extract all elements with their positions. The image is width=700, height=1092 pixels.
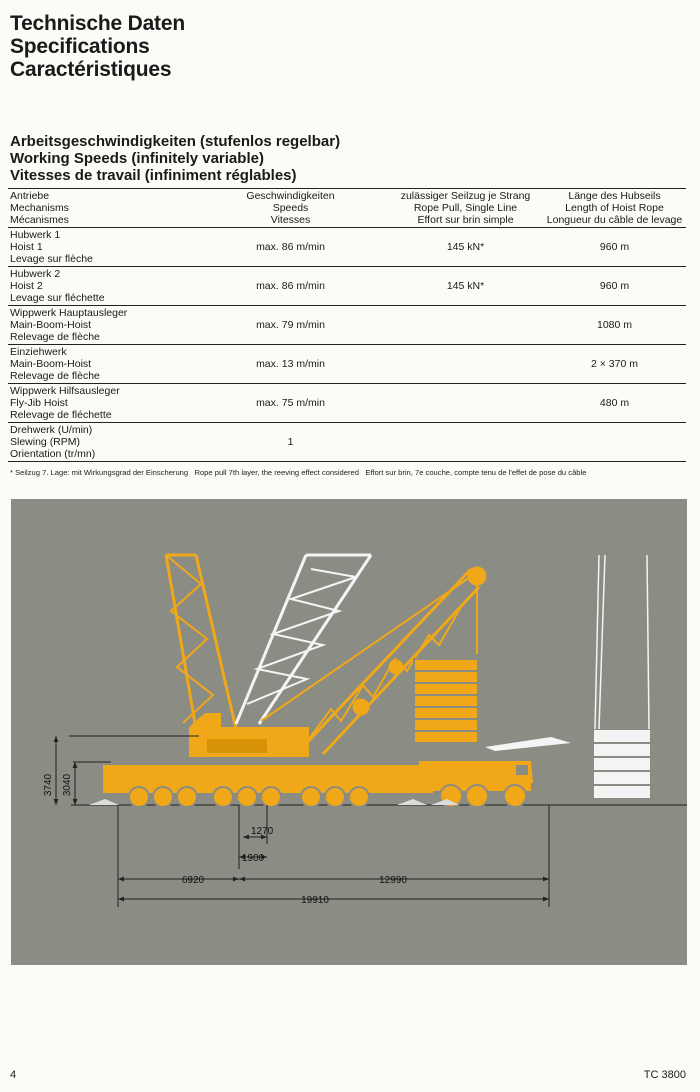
row-rope-pull: 145 kN* [446,280,485,292]
row-rope-pull [388,345,543,384]
counterweight [414,659,478,743]
superstructure [189,713,309,757]
row-rope-length: 2 × 370 m [591,358,638,370]
row-mechanism: Hubwerk 1 Hoist 1 Levage sur flèche [10,229,93,265]
row-rope-pull [388,423,543,462]
page-number: 4 [10,1069,17,1081]
main-boom [166,555,236,729]
crane-dimension-diagram [11,499,687,965]
row-rope-length: 960 m [599,280,630,292]
table-row [8,384,686,423]
dim-1270: 1270 [251,826,274,837]
row-speed: max. 13 m/min [256,358,325,370]
table-row [8,345,686,384]
horizontal-dimensions [118,805,549,907]
column-header-mechanisms: Antriebe Mechanisms Mécanismes [10,190,69,226]
row-mechanism: Wippwerk Hilfsausleger Fly-Jib Hoist Relevage de fléchette [10,385,120,421]
title-de: Technische Daten [10,12,185,35]
row-rope-length: 1080 m [596,319,633,331]
row-speed: max. 86 m/min [256,241,325,253]
row-speed: 1 [287,436,294,448]
row-rope-length: 480 m [599,397,630,409]
row-rope-pull: 145 kN* [446,241,485,253]
section-titles [10,133,340,184]
row-mechanism: Wippwerk Hauptausleger Main-Boom-Hoist Relevage de flèche [10,307,128,343]
row-mechanism: Hubwerk 2 Hoist 2 Levage sur fléchette [10,268,105,304]
row-speed: max. 86 m/min [256,280,325,292]
table-row [8,267,686,306]
footnote: * Seilzug 7. Lage: mit Wirkungsgrad der Einscherung Rope pull 7th layer, the reeving effect considered Effort sur brin, 7e couche, compte tenu de l'effet de pose du câble [10,468,587,477]
dim-height-body: 3040 [62,773,73,797]
model-name: TC 3800 [643,1069,686,1081]
row-rope-pull [388,306,543,345]
dim-19910: 19910 [301,895,329,906]
row-rope-length [543,423,686,462]
table-row [8,306,686,345]
dim-12990: 12990 [379,875,407,886]
jib-section-ground [485,737,571,751]
ballast-ropes [595,555,649,729]
section-title-fr: Vitesses de travail (infiniment réglables) [10,167,297,184]
row-rope-length: 960 m [599,241,630,253]
row-mechanism: Drehwerk (U/min) Slewing (RPM) Orientation (tr/mn) [10,424,96,460]
dim-height-total: 3740 [43,773,54,797]
section-title-en: Working Speeds (infinitely variable) [10,150,264,167]
row-speed: max. 79 m/min [256,319,325,331]
section-title-de: Arbeitsgeschwindigkeiten (stufenlos regelbar) [10,133,341,150]
column-header-speeds: Geschwindigkeiten Speeds Vitesses [246,190,335,226]
table-row [8,423,686,462]
title-en: Specifications [10,35,150,58]
working-speeds-table [8,188,686,462]
page-titles [10,12,185,81]
dim-1900: 1900 [241,853,265,864]
row-speed: max. 75 m/min [256,397,325,409]
fly-jib [236,555,371,724]
column-header-rope-length: Länge des Hubseils Length of Hoist Rope Longueur du câble de levage [546,190,683,226]
title-fr: Caractéristiques [10,58,172,81]
row-mechanism: Einziehwerk Main-Boom-Hoist Relevage de flèche [10,346,100,382]
dim-6920: 6920 [181,875,205,886]
table-row [8,228,686,267]
column-header-rope-pull: zulässiger Seilzug je Strang Rope Pull, Single Line Effort sur brin simple [400,190,531,226]
table-header-row [8,189,686,228]
ballast-pack [593,729,651,799]
row-rope-pull [388,384,543,423]
